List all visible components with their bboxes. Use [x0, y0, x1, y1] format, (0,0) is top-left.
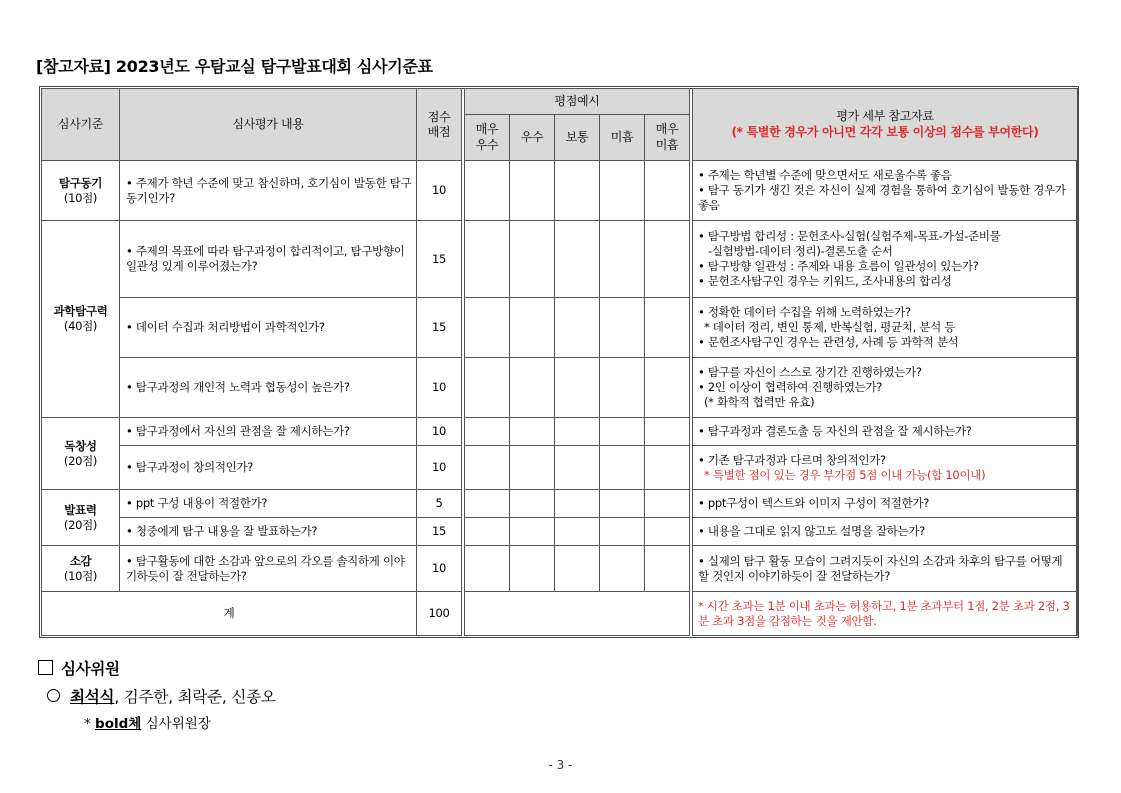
- score-cell[interactable]: [555, 221, 600, 298]
- score-cell[interactable]: [555, 490, 600, 518]
- total-label: 계: [42, 592, 417, 636]
- score-cell[interactable]: [600, 221, 645, 298]
- score-cell[interactable]: [465, 358, 510, 418]
- grade-very-good: [465, 115, 510, 161]
- note-text: 심사위원장: [145, 716, 211, 732]
- circle-bullet-icon: [47, 689, 60, 702]
- score-cell[interactable]: [510, 358, 555, 418]
- score-cell[interactable]: [555, 161, 600, 221]
- grade-very-poor: [645, 115, 690, 161]
- rubric-table: [41, 88, 1078, 636]
- score-cell[interactable]: [510, 221, 555, 298]
- table-row: [42, 490, 1078, 518]
- total-note: * 시간 초과는 1분 이내 초과는 허용하고, 1분 초과부터 1점, 2분 초과 2점, 3분 초과 3점을 감점하는 것을 제안함.: [693, 592, 1078, 636]
- table-row: [42, 221, 1078, 298]
- points-cell: 5: [417, 490, 462, 518]
- score-cell[interactable]: [645, 518, 690, 546]
- score-cell[interactable]: [465, 221, 510, 298]
- judge-chair: 최석식: [70, 688, 115, 706]
- header-content: 심사평가 내용: [120, 89, 417, 161]
- reference-line: (* 화학적 협력만 유효): [704, 394, 815, 409]
- content-cell: • 주제의 목표에 따라 탐구과정이 합리적이고, 탐구방향이 일관성 있게 이루어졌는가?: [120, 221, 417, 298]
- score-cell[interactable]: [600, 490, 645, 518]
- checkbox-square-icon: [38, 660, 53, 675]
- judges-heading: [38, 657, 120, 679]
- criteria-name: 독창성: [64, 438, 97, 453]
- note-mark: *: [84, 716, 91, 732]
- score-cell[interactable]: [600, 446, 645, 490]
- reference-line: • 기존 탐구과정과 다르며 창의적인가?: [698, 452, 886, 467]
- reference-line: • 탐구방향 일관성 : 주제와 내용 흐름이 일관성이 있는가?: [698, 259, 979, 273]
- score-cell[interactable]: [465, 518, 510, 546]
- criteria-cell: [42, 490, 120, 546]
- table-row: [42, 446, 1078, 490]
- score-cell[interactable]: [555, 546, 600, 592]
- grade-normal: 보통: [555, 115, 600, 161]
- grade-good: 우수: [510, 115, 555, 161]
- reference-note: (* 특별한 경우가 아니면 각각 보통 이상의 점수를 부여한다): [731, 124, 1039, 139]
- header-criteria: 심사기준: [42, 89, 120, 161]
- reference-line: • 주제는 학년별 수준에 맞으면서도 새로울수록 좋음: [698, 168, 952, 183]
- header-points-label: 점수 배점: [427, 110, 451, 139]
- reference-cell: [693, 490, 1078, 518]
- reference-cell: [693, 358, 1078, 418]
- points-cell: 15: [417, 298, 462, 358]
- reference-line: * 특별한 점이 있는 경우 부가점 5점 이내 가능(합 10이내): [704, 467, 986, 482]
- score-cell[interactable]: [555, 358, 600, 418]
- table-row: [42, 358, 1078, 418]
- reference-line: * 데이터 정리, 변인 통제, 반복실험, 평균치, 분석 등: [704, 320, 956, 335]
- table-row: [42, 161, 1078, 221]
- content-cell: • ppt 구성 내용이 적절한가?: [120, 490, 417, 518]
- total-score-cell[interactable]: [465, 592, 690, 636]
- total-points: 100: [417, 592, 462, 636]
- reference-line: • ppt구성이 텍스트와 이미지 구성이 적절한가?: [698, 496, 930, 511]
- content-cell: • 탐구과정의 개인적 노력과 협동성이 높은가?: [120, 358, 417, 418]
- score-cell[interactable]: [510, 490, 555, 518]
- table-row: [42, 418, 1078, 446]
- grade-label: 매우 우수: [475, 121, 499, 152]
- reference-cell: [693, 161, 1078, 221]
- content-cell: • 주제가 학년 수준에 맞고 참신하며, 호기심이 발동한 탐구동기인가?: [120, 161, 417, 221]
- points-cell: 10: [417, 546, 462, 592]
- table-row: [42, 518, 1078, 546]
- judge-others: , 김주한, 최락준, 신종오: [114, 688, 276, 706]
- score-cell[interactable]: [465, 161, 510, 221]
- points-cell: 10: [417, 446, 462, 490]
- criteria-cell: [42, 546, 120, 592]
- criteria-cell: [42, 161, 120, 221]
- score-cell[interactable]: [510, 546, 555, 592]
- reference-line: • 문헌조사탐구인 경우는 관련성, 사례 등 과학적 분석: [698, 334, 959, 349]
- score-cell[interactable]: [465, 298, 510, 358]
- criteria-cell: [42, 418, 120, 490]
- score-cell[interactable]: [645, 418, 690, 446]
- judges-heading-text: 심사위원: [61, 660, 120, 678]
- score-cell[interactable]: [645, 490, 690, 518]
- content-cell: • 청중에게 탐구 내용을 잘 발표하는가?: [120, 518, 417, 546]
- score-cell[interactable]: [555, 446, 600, 490]
- judges-list: [47, 685, 276, 707]
- criteria-points: (20점): [63, 453, 98, 468]
- score-cell[interactable]: [465, 446, 510, 490]
- note-bold: bold체: [95, 716, 142, 732]
- reference-title: 평가 세부 참고자료: [836, 108, 934, 123]
- reference-line: • 탐구과정과 결론도출 등 자신의 관점을 잘 제시하는가?: [698, 424, 972, 439]
- score-cell[interactable]: [645, 446, 690, 490]
- points-cell: 15: [417, 518, 462, 546]
- score-cell[interactable]: [555, 518, 600, 546]
- score-cell[interactable]: [600, 161, 645, 221]
- criteria-name: 과학탐구력: [53, 304, 108, 319]
- score-cell[interactable]: [465, 418, 510, 446]
- points-cell: 10: [417, 161, 462, 221]
- score-cell[interactable]: [645, 221, 690, 298]
- score-cell[interactable]: [555, 298, 600, 358]
- score-cell[interactable]: [645, 358, 690, 418]
- score-cell[interactable]: [510, 418, 555, 446]
- criteria-points: (40점): [63, 319, 98, 333]
- score-cell[interactable]: [510, 298, 555, 358]
- score-cell[interactable]: [555, 418, 600, 446]
- content-cell: • 데이터 수집과 처리방법이 과학적인가?: [120, 298, 417, 358]
- reference-line: • 2인 이상이 협력하여 진행하였는가?: [698, 380, 883, 395]
- score-cell[interactable]: [510, 518, 555, 546]
- points-cell: 15: [417, 221, 462, 298]
- criteria-points: (10점): [63, 568, 98, 583]
- reference-cell: [693, 221, 1078, 298]
- grade-label: 매우 미흡: [655, 121, 679, 152]
- content-cell: • 탐구활동에 대한 소감과 앞으로의 각오를 솔직하게 이야기하듯이 잘 전달하는가?: [120, 546, 417, 592]
- content-cell: • 탐구과정이 창의적인가?: [120, 446, 417, 490]
- score-cell[interactable]: [645, 298, 690, 358]
- criteria-name: 발표력: [64, 502, 97, 517]
- table-row: [42, 298, 1078, 358]
- reference-line: • 탐구방법 합리성 : 문헌조사-실험(실험주제-목표-가설-준비물: [698, 229, 1001, 244]
- page-number: - 3 -: [548, 758, 573, 772]
- score-cell[interactable]: [600, 518, 645, 546]
- reference-line: • 정확한 데이터 수집을 위해 노력하였는가?: [698, 305, 911, 320]
- criteria-points: (20점): [63, 517, 98, 532]
- score-cell[interactable]: [600, 546, 645, 592]
- reference-line: -실험방법-데이터 정리)-결론도출 순서: [708, 244, 893, 259]
- total-row: [42, 592, 1078, 636]
- content-cell: • 탐구과정에서 자신의 관점을 잘 제시하는가?: [120, 418, 417, 446]
- reference-line: • 문헌조사탐구인 경우는 키워드, 조사내용의 합리성: [698, 273, 952, 288]
- score-cell[interactable]: [510, 446, 555, 490]
- points-cell: 10: [417, 358, 462, 418]
- reference-cell: [693, 518, 1078, 546]
- score-cell[interactable]: [645, 546, 690, 592]
- points-cell: 10: [417, 418, 462, 446]
- header-points: [417, 89, 462, 161]
- score-cell[interactable]: [510, 161, 555, 221]
- score-cell[interactable]: [600, 418, 645, 446]
- score-cell[interactable]: [600, 358, 645, 418]
- header-reference: [693, 89, 1078, 161]
- score-cell[interactable]: [465, 546, 510, 592]
- reference-line: • 내용을 그대로 읽지 않고도 설명을 잘하는가?: [698, 524, 925, 539]
- reference-cell: [693, 446, 1078, 490]
- score-cell[interactable]: [465, 490, 510, 518]
- reference-cell: • 실제의 탐구 활동 모습이 그려지듯이 자신의 소감과 차후의 탐구를 어떻게 할 것인지 이야기하듯이 잘 전달하는가?: [693, 546, 1078, 592]
- criteria-name: 탐구동기: [58, 175, 103, 190]
- reference-cell: [693, 418, 1078, 446]
- criteria-cell: [42, 221, 120, 418]
- grade-poor: 미흡: [600, 115, 645, 161]
- document-title: [참고자료] 2023년도 우탐교실 탐구발표대회 심사기준표: [36, 57, 433, 76]
- header-grading-example: 평점예시: [465, 89, 690, 115]
- criteria-name: 소감: [69, 553, 92, 568]
- reference-line: • 탐구 동기가 생긴 것은 자신이 실제 경험을 통하여 호기심이 발동한 경우가 좋음: [698, 183, 1066, 212]
- judges-note: [84, 712, 211, 732]
- score-cell[interactable]: [645, 161, 690, 221]
- reference-line: • 탐구를 자신이 스스로 장기간 진행하였는가?: [698, 365, 922, 380]
- reference-cell: [693, 298, 1078, 358]
- table-row: [42, 546, 1078, 592]
- score-cell[interactable]: [600, 298, 645, 358]
- criteria-points: (10점): [63, 190, 98, 205]
